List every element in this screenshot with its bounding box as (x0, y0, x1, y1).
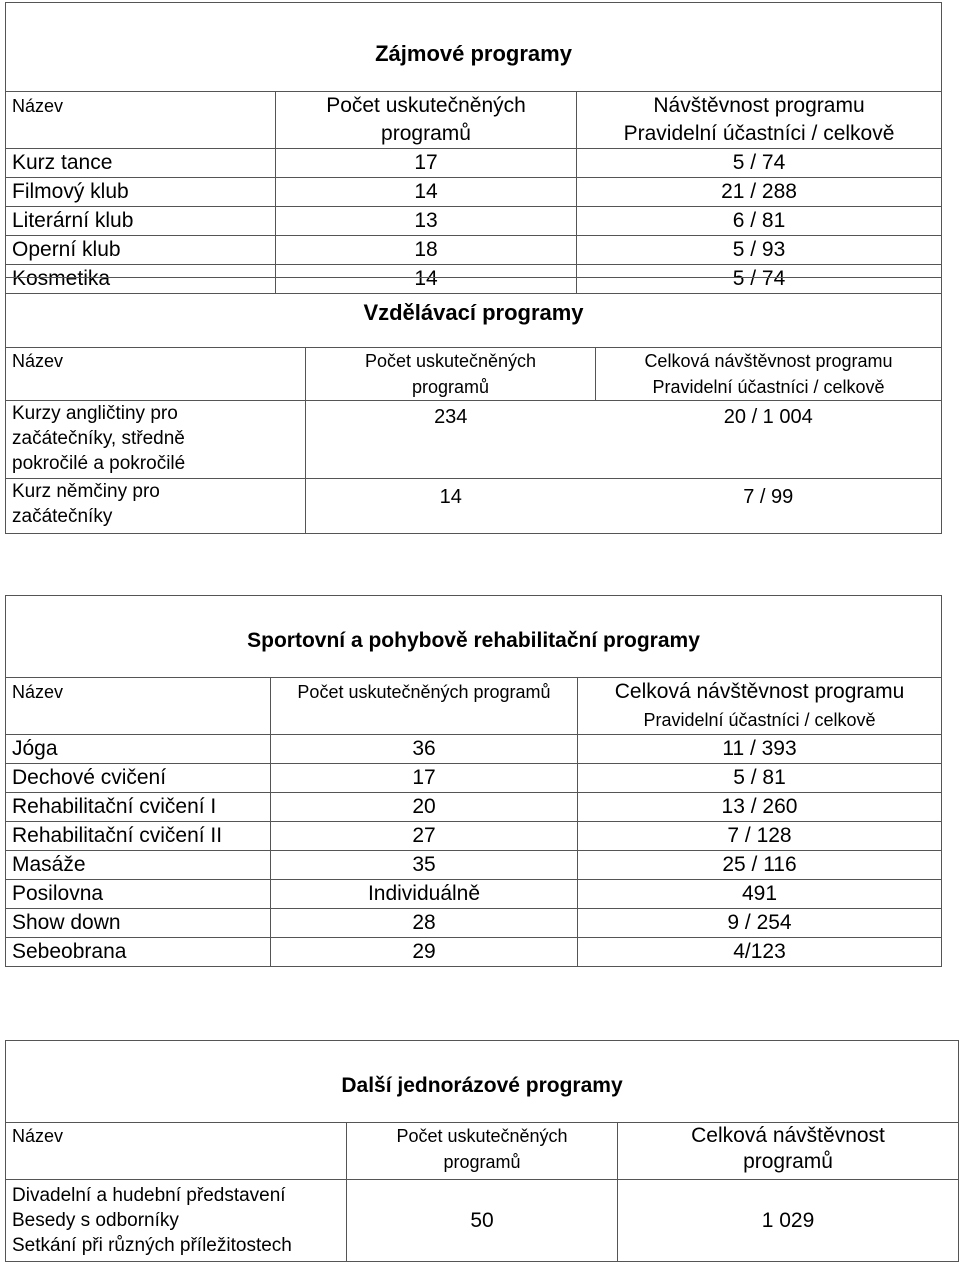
header-navstevnost-line1: Celková návštěvnost (691, 1124, 885, 1147)
row-count: 14 (276, 265, 577, 294)
vzdelavaci-header-row (6, 348, 942, 401)
header-navstevnost-line2: Pravidelní účastníci / celkově (623, 122, 895, 145)
header-nazev: Název (6, 1123, 347, 1180)
row-name: Rehabilitační cvičení II (6, 822, 271, 851)
header-nazev: Název (6, 678, 271, 735)
row-visits: 1 029 (618, 1180, 959, 1262)
table-row (6, 851, 942, 880)
row-count: 28 (271, 909, 578, 938)
header-nazev: Název (6, 348, 306, 401)
row-name: Filmový klub (6, 178, 276, 207)
table-row (6, 236, 942, 265)
row-name-line3: Setkání při různých příležitostech (12, 1235, 292, 1256)
sportovni-header-row (6, 678, 942, 735)
row-count: 18 (276, 236, 577, 265)
header-pocet: Počet uskutečněných programů (271, 678, 578, 735)
header-pocet-line2: programů (381, 122, 471, 145)
row-visits: 7 / 99 (596, 479, 942, 534)
table-row (6, 764, 942, 793)
header-pocet (347, 1123, 618, 1180)
row-visits: 6 / 81 (577, 207, 942, 236)
row-name: Kurz tance (6, 149, 276, 178)
dalsi-header-row (6, 1123, 959, 1180)
vzdelavaci-programy-table (5, 277, 942, 534)
row-count: 36 (271, 735, 578, 764)
row-visits: 5 / 93 (577, 236, 942, 265)
row-visits: 491 (578, 880, 942, 909)
row-count: 234 (306, 401, 596, 479)
sportovni-title: Sportovní a pohybově rehabilitační programy (6, 596, 942, 678)
table-row (6, 735, 942, 764)
row-name: Dechové cvičení (6, 764, 271, 793)
zajmove-title: Zájmové programy (6, 3, 942, 92)
row-name (6, 401, 306, 479)
header-pocet-line2: programů (443, 1152, 521, 1172)
header-pocet (306, 348, 596, 401)
header-navstevnost (596, 348, 942, 401)
zajmove-programy-table (5, 2, 942, 294)
row-visits: 20 / 1 004 (596, 401, 942, 479)
sportovni-programy-table (5, 595, 942, 967)
row-name-line2: Besedy s odborníky (12, 1210, 179, 1231)
row-visits: 5 / 74 (577, 149, 942, 178)
header-pocet-line1: Počet uskutečněných (326, 94, 526, 117)
row-count: 29 (271, 938, 578, 967)
row-name: Operní klub (6, 236, 276, 265)
header-navstevnost-line2: programů (743, 1150, 833, 1173)
row-name (6, 1180, 347, 1262)
row-name: Kosmetika (6, 265, 276, 294)
vzdelavaci-title: Vzdělávací programy (6, 278, 942, 348)
row-name-line3: pokročilé a pokročilé (12, 453, 186, 474)
row-name: Masáže (6, 851, 271, 880)
row-count: 13 (276, 207, 577, 236)
row-name-line2: začátečníky (12, 506, 113, 527)
header-navstevnost (578, 678, 942, 735)
row-count: 50 (347, 1180, 618, 1262)
dalsi-programy-table (5, 1040, 959, 1262)
row-count: 14 (276, 178, 577, 207)
row-visits: 21 / 288 (577, 178, 942, 207)
row-name: Rehabilitační cvičení I (6, 793, 271, 822)
header-navstevnost-line1: Návštěvnost programu (653, 94, 865, 117)
row-name: Sebeobrana (6, 938, 271, 967)
row-count: 17 (276, 149, 577, 178)
header-navstevnost-line2: Pravidelní účastníci / celkově (652, 377, 885, 397)
row-visits: 4/123 (578, 938, 942, 967)
row-visits: 5 / 81 (578, 764, 942, 793)
table-row (6, 207, 942, 236)
table-row (6, 822, 942, 851)
row-name: Literární klub (6, 207, 276, 236)
row-count: 14 (306, 479, 596, 534)
header-navstevnost (577, 92, 942, 149)
dalsi-title: Další jednorázové programy (6, 1041, 959, 1123)
header-pocet-line1: Počet uskutečněných (364, 351, 537, 371)
table-row (6, 178, 942, 207)
table-row (6, 909, 942, 938)
row-name-line2: začátečníky, středně (12, 428, 185, 449)
row-count: 27 (271, 822, 578, 851)
row-visits: 9 / 254 (578, 909, 942, 938)
header-pocet-line2: programů (411, 377, 490, 397)
row-visits: 13 / 260 (578, 793, 942, 822)
table-row (6, 149, 942, 178)
row-name: Jóga (6, 735, 271, 764)
row-name-line1: Divadelní a hudební představení (12, 1185, 286, 1206)
table-row (6, 793, 942, 822)
row-count: 17 (271, 764, 578, 793)
row-count: 35 (271, 851, 578, 880)
row-count: 20 (271, 793, 578, 822)
row-visits: 5 / 74 (577, 265, 942, 294)
header-pocet (276, 92, 577, 149)
header-navstevnost-line1: Celková návštěvnost programu (644, 351, 893, 371)
row-name: Show down (6, 909, 271, 938)
row-count: Individuálně (271, 880, 578, 909)
zajmove-header-row (6, 92, 942, 149)
row-visits: 7 / 128 (578, 822, 942, 851)
header-navstevnost-line1: Celková návštěvnost programu (614, 680, 905, 703)
header-navstevnost-line2: Pravidelní účastníci / celkově (643, 710, 876, 730)
row-name: Posilovna (6, 880, 271, 909)
header-pocet-line1: Počet uskutečněných (396, 1126, 568, 1146)
row-name-line1: Kurz němčiny pro (12, 481, 160, 502)
table-row (6, 1180, 959, 1262)
row-name-line1: Kurzy angličtiny pro (12, 403, 178, 424)
row-name (6, 479, 306, 534)
header-nazev: Název (6, 92, 276, 149)
row-visits: 11 / 393 (578, 735, 942, 764)
header-navstevnost (618, 1123, 959, 1180)
table-row (6, 880, 942, 909)
row-visits: 25 / 116 (578, 851, 942, 880)
table-row (6, 938, 942, 967)
table-row (6, 479, 942, 534)
table-row (6, 401, 942, 479)
